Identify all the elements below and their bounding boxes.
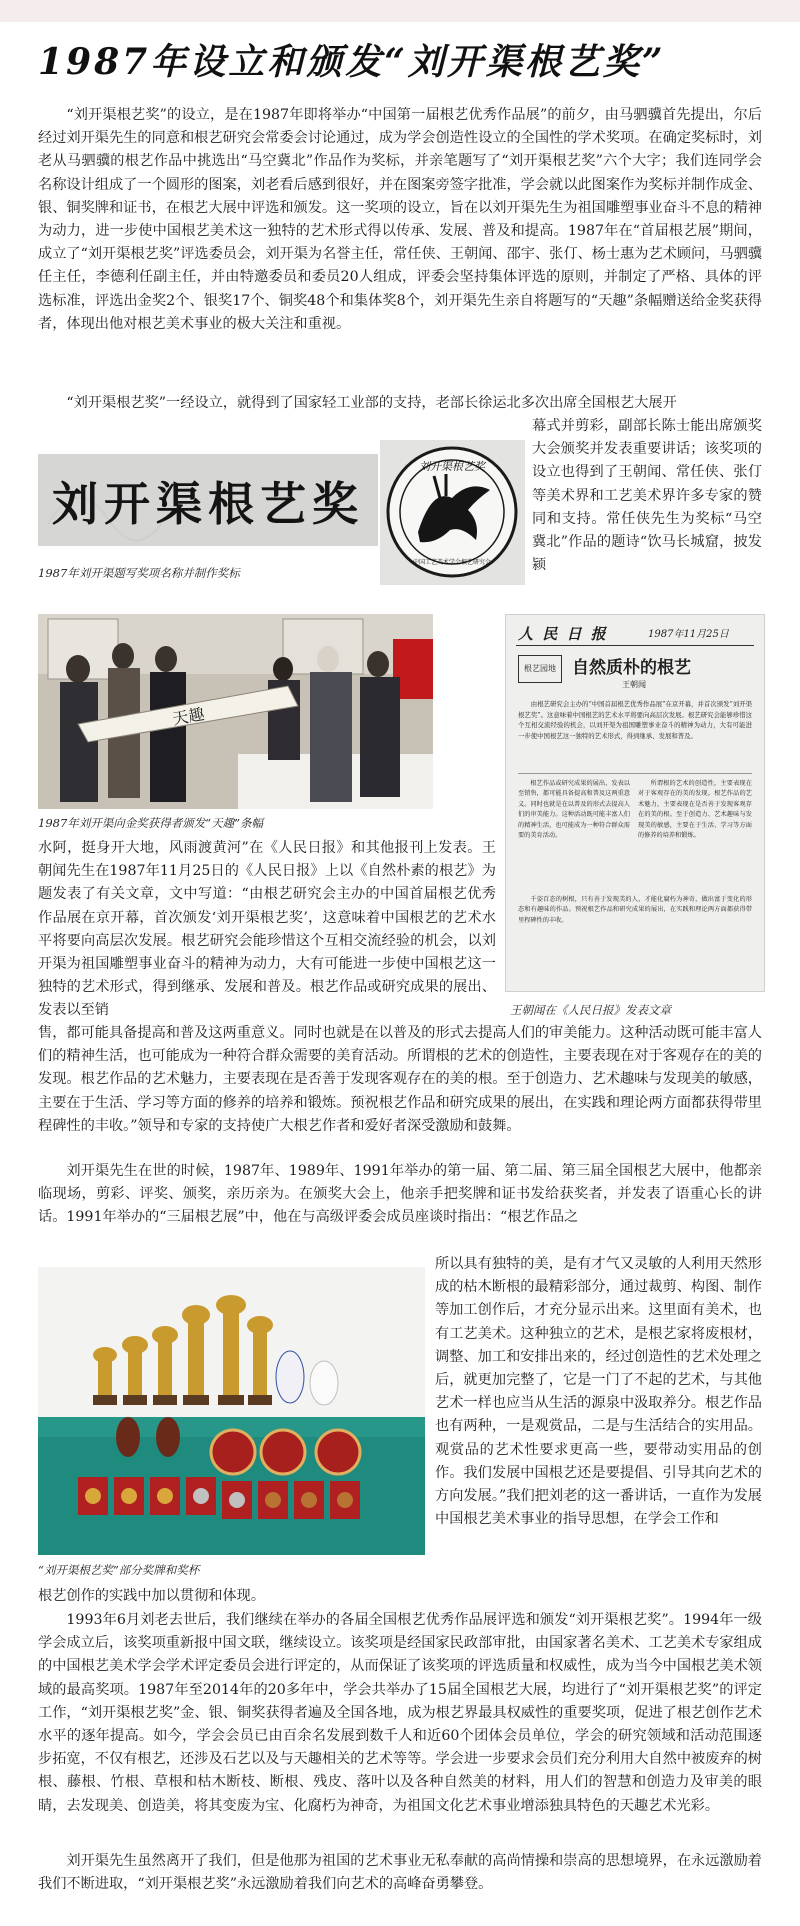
calligraphy-text: 刘开渠根艺奖 (52, 477, 364, 531)
paragraph-closing: 刘开渠先生虽然离开了我们，但是他那为祖国的艺术事业无私奉献的高尚情操和崇高的思想境界，在永远激励着我们不断进取，“刘开渠根艺奖”永远激励着我们向艺术的高峰奋勇攀登。 (38, 1853, 762, 1893)
caption-trophies: “刘开渠根艺奖”部分奖牌和奖杯 (38, 1563, 200, 1577)
caption-clipping: 王朝闻在《人民日报》发表文章 (510, 1003, 671, 1017)
clipping-headline: 自然质朴的根艺 (572, 658, 691, 678)
seal-bottom-text: 中国工艺美术学会根艺研究会 (412, 559, 492, 566)
paragraph-liu-speech: 刘开渠先生在世的时候，1987年、1989年、1991年举办的第一届、第二届、第三届全国根艺大展中，他都亲临现场，剪彩、评奖、颁奖，亲历亲为。在颁奖大会上，他亲手把奖牌和证书发给获奖者，并发表了语重心长的讲话。1991年举办的“三届根艺展”中，他在与高级评委会成员座谈时指出：“根艺作品之 (38, 1163, 762, 1226)
caption-banner: 1987年刘开渠题写奖项名称并制作奖标 (38, 566, 240, 580)
clipping-tag: 根艺园地 (518, 655, 562, 683)
photo-award-ceremony (38, 614, 433, 809)
clipping-masthead: 人 民 日 报 (518, 625, 608, 643)
clipping-author: 王朝闻 (622, 680, 646, 689)
top-strip (0, 0, 800, 22)
paragraph-support-side: 幕式并剪彩，副部长陈士能出席颁奖大会颁奖并发表重要讲话；该奖项的设立也得到了王朝闻、常任侠、张仃等美术界和工艺美术界许多专家的赞同和支持。常任侠先生为奖标“马空冀北”作品的题诗“饮马长城窟，披发颍 (532, 418, 762, 574)
clipping-body-2: 根艺作品或研究成果的展出、发表以至销售，都可能具备提高和普及这两重意义。同时也就是在以普及的形式去提高人们的审美能力。这种活动既可能丰富人们的精神生活，也可能成为一种符合群众需要的美育活动。 (518, 780, 630, 840)
page-title: 1987年设立和颁发“刘开渠根艺奖” (38, 41, 666, 83)
seal-ring-text: 刘开渠根艺奖 (419, 460, 485, 473)
scroll-text: 天趣 (171, 704, 206, 729)
newspaper-clipping (505, 614, 765, 992)
paragraph-wang-chaowen-cont: 售，都可能具备提高和普及这两重意义。同时也就是在以普及的形式去提高人们的审美能力。这种活动既可能丰富人们的精神生活，也可能成为一种符合群众需要的美育活动。所谓根的艺术的创造性，主要表现在对于客观存在的美的发现。根艺作品的艺术魅力，主要表现在是否善于发现客观存在的美的根。至于创造力、艺术趣味与发现美的敏感，主要在于生活、学习等方面的修养的培养和锻炼。预祝根艺作品和研究成果的展出，在实践和理论两方面都获得带里程碑性的丰收。”领导和专家的支持使广大根艺作者和爱好者深受激励和鼓舞。 (38, 1025, 762, 1134)
paragraph-award-origin: “刘开渠根艺奖”的设立，是在1987年即将举办“中国第一届根艺优秀作品展”的前夕，由马驷骥首先提出，尔后经过刘开渠先生的同意和根艺研究会常委会讨论通过，成为学会创造性设立的全国性的学术奖项。在确定奖标时，刘老从马驷骥的根艺作品中挑选出“马空冀北”作品作为奖标，并亲笔题写了“刘开渠根艺奖”六个大字；我们连同学会名称设计组成了一个圆形的图案，刘老看后感到很好，并在图案旁签字批准，学会就以此图案作为奖标并制作成金、银、铜奖牌和证书，在根艺大展中评选和颁发。这一奖项的设立，旨在以刘开渠先生为祖国雕塑事业奋斗不息的精神为动力，进一步使中国根艺美术这一独特的艺术形式得以传承、发展、普及和提高。1987年在“首届根艺展”期间，成立了“刘开渠根艺奖”评选委员会，刘开渠为名誉主任，常任侠、王朝闻、邵宇、张仃、杨士惠为艺术顾问，马驷骥任主任，李德利任副主任，并由特邀委员和委员20人组成，评委会坚持集体评选的原则，并制定了严格、具体的评选标准，评选出金奖2个、银奖17个、铜奖48个和集体奖8个，刘开渠先生亲自将题写的“天趣”条幅赠送给金奖获得者，体现出他对根艺美术事业的极大关注和重视。 (38, 107, 762, 332)
clipping-date: 1987年11月25日 (648, 629, 729, 640)
calligraphy-banner (38, 454, 378, 546)
photo-trophies-medals (38, 1267, 425, 1555)
paragraph-liu-speech-end: 根艺创作的实践中加以贯彻和体现。 (38, 1588, 266, 1604)
clipping-body-1: 由根艺研究会主办的“中国首届根艺优秀作品展”在京开幕，并首次颁发“刘开渠根艺奖”。这意味着中国根艺的艺术水平将要向高层次发展。根艺研究会能够珍惜这个互相交流经验的机会，以刘开渠为祖国雕塑事业奋斗的精神为动力，大有可能进一步使中国根艺这一独特的艺术形式，得到继承、发展和普及。 (518, 700, 752, 740)
paragraph-support-intro: “刘开渠根艺奖”一经设立，就得到了国家轻工业部的支持，老部长徐运北多次出席全国根艺大展开 (66, 395, 677, 411)
caption-photo-ceremony: 1987年刘开渠向金奖获得者颁发“天趣”条幅 (38, 816, 264, 830)
paragraph-wang-chaowen: 水阿，挺身开大地，风雨渡黄河”在《人民日报》和其他报刊上发表。王朝闻先生在1987年11月25日的《人民日报》上以《自然朴素的根艺》为题发表了有关文章，文中写道：“由根艺研究会主办的中国首届根艺优秀作品展在京开幕，首次颁发‘刘开渠根艺奖’，这意味着中国根艺的艺术水平将要向高层次发展。根艺研究会能珍惜这个互相交流经验的机会，以刘开渠为祖国雕塑事业奋斗的精神为动力，大有可能进一步使中国根艺这一独特的艺术形式，得到继承、发展和普及。根艺作品或研究成果的展出、发表以至销 (38, 840, 496, 1019)
paragraph-liu-speech-side: 所以具有独特的美，是有才气又灵敏的人利用天然形成的枯木断根的最精彩部分，通过裁剪、构图、制作等加工创作后，才充分显示出来。这里面有美术，也有工艺美术。这种独立的艺术，是根艺家将废根材，调整、加工和安排出来的，经过创造性的艺术处理之后，就更加完整了，它是一门了不起的艺术，与其他艺术一样也应当从生活的源泉中汲取养分。根艺作品也有两种，一是观赏品，二是与生活结合的实用品。观赏品的艺术性要求更高一些，要带动实用品的创作。我们发展中国根艺还是要提倡、引导其向艺术的方向发展。”我们把刘老的这一番讲话，一直作为发展中国根艺美术事业的指导思想，在学会工作和 (435, 1256, 762, 1528)
paragraph-award-continuation: 1993年6月刘老去世后，我们继续在举办的各届全国根艺优秀作品展评选和颁发“刘开渠根艺奖”。1994年一级学会成立后，该奖项重新报中国文联，继续设立。该奖项是经国家民政部审批，由国家著名美术、工艺美术专家组成的中国根艺美术学会学术评定委员会进行评定的，从而保证了该奖项的评选质量和权威性，成为当今中国根艺美术领域的最高奖项。1987年至2014年的20多年中，学会共举办了15届全国根艺大展，均进行了“刘开渠根艺奖”的评定工作，“刘开渠根艺奖”金、银、铜奖获得者遍及全国各地，成为根艺界最具权威性的重要奖项，促进了根艺创作艺术水平的逐年提高。如今，学会会员已由百余名发展到数千人和近60个团体会员单位，学会的研究领域和活动范围逐步拓宽，不仅有根艺，还涉及石艺以及与天趣相关的艺术等等。学会进一步要求会员们充分利用大自然中被废弃的树根、藤根、竹根、草根和枯木断枝、断根、残皮、落叶以及各种自然美的材料，用人们的智慧和创造力及审美的眼睛，去发现美、创造美，将其变废为宝、化腐朽为神奇，为祖国文化艺术事业增添独具特色的天趣艺术光彩。 (38, 1612, 762, 1814)
clipping-body-4: 千姿百态的树根，只有善于发现美的人，才能化腐朽为神奇，做出富于变化的形态和有趣味的作品。预祝根艺作品和研究成果的展出，在实践和理论两方面都获得带里程碑性的丰收。 (518, 896, 752, 924)
award-emblem-seal (380, 440, 525, 585)
clipping-body-3: 所谓根的艺术的创造性，主要表现在对于客观存在的美的发现。根艺作品的艺术魅力，主要表现在是否善于发现客观存在的美的根。至于创造力、艺术趣味与发现美的敏感，主要在于生活、学习等方面的修养的培养和锻炼。 (638, 780, 752, 840)
